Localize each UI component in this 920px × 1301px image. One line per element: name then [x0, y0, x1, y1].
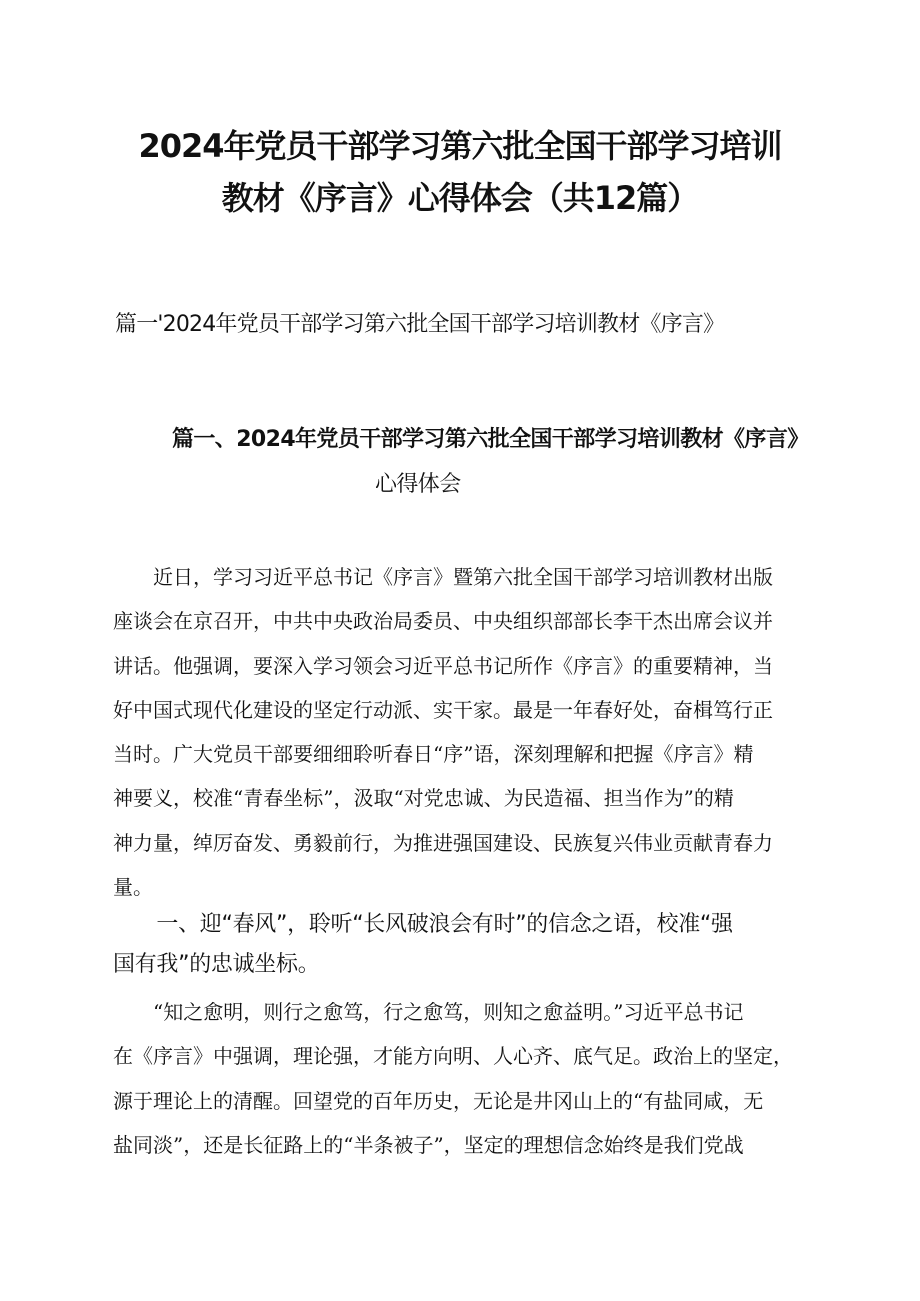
subheading-1 — [113, 905, 843, 985]
document-title-line-1: 2024年党员干部学习第六批全国干部学习培训 — [138, 127, 782, 165]
section-heading-line-1: 篇一、2024年党员干部学习第六批全国干部学习培训教材《序言》 — [172, 427, 809, 452]
document-title-line-2: 教材《序言》心得体会（共12篇） — [221, 179, 699, 217]
toc-entry: 篇一'2024年党员干部学习第六批全国干部学习培训教材《序言》 — [115, 312, 725, 337]
paragraph-line: 神力量，绰厉奋发、勇毅前行，为推进强国建设、民族复兴伟业贡献青春力 — [113, 830, 773, 855]
subheading-line: 国有我”的忠诚坐标。 — [113, 952, 320, 977]
paragraph-line: 神要义，校准“青春坐标”，汲取“对党忠诚、为民造福、担当作为”的精 — [113, 786, 734, 811]
paragraph-line: 源于理论上的清醒。回望党的百年历史，无论是井冈山上的“有盐同咸，无 — [113, 1088, 764, 1113]
section-heading-line-2: 心得体会 — [375, 472, 461, 497]
paragraph-line: 在《序言》中强调，理论强，才能方向明、人心齐、底气足。政治上的坚定， — [113, 1044, 793, 1069]
paragraph-line: 讲话。他强调，要深入学习领会习近平总书记所作《序言》的重要精神，当 — [113, 653, 773, 678]
paragraph-line: 座谈会在京召开，中共中央政治局委员、中央组织部部长李干杰出席会议并 — [113, 609, 773, 634]
paragraph-line: 当时。广大党员干部要细细聆听春日“序”语，深刻理解和把握《序言》精 — [113, 742, 754, 767]
paragraph-line: “知之愈明，则行之愈笃，行之愈笃，则知之愈益明。”习近平总书记 — [113, 1000, 744, 1024]
paragraph-2 — [113, 990, 828, 1167]
subheading-line: 一、迎“春风”，聆听“长风破浪会有时”的信念之语，校准“强 — [113, 912, 733, 937]
paragraph-line: 量。 — [113, 875, 153, 900]
paragraph-line: 近日，学习习近平总书记《序言》暨第六批全国干部学习培训教材出版 — [113, 565, 773, 589]
paragraph-line: 盐同淡”，还是长征路上的“半条被子”，坚定的理想信念始终是我们党战 — [113, 1132, 744, 1157]
paragraph-1 — [113, 555, 828, 909]
paragraph-line: 好中国式现代化建设的坚定行动派、实干家。最是一年春好处，奋楫笃行正 — [113, 697, 773, 722]
